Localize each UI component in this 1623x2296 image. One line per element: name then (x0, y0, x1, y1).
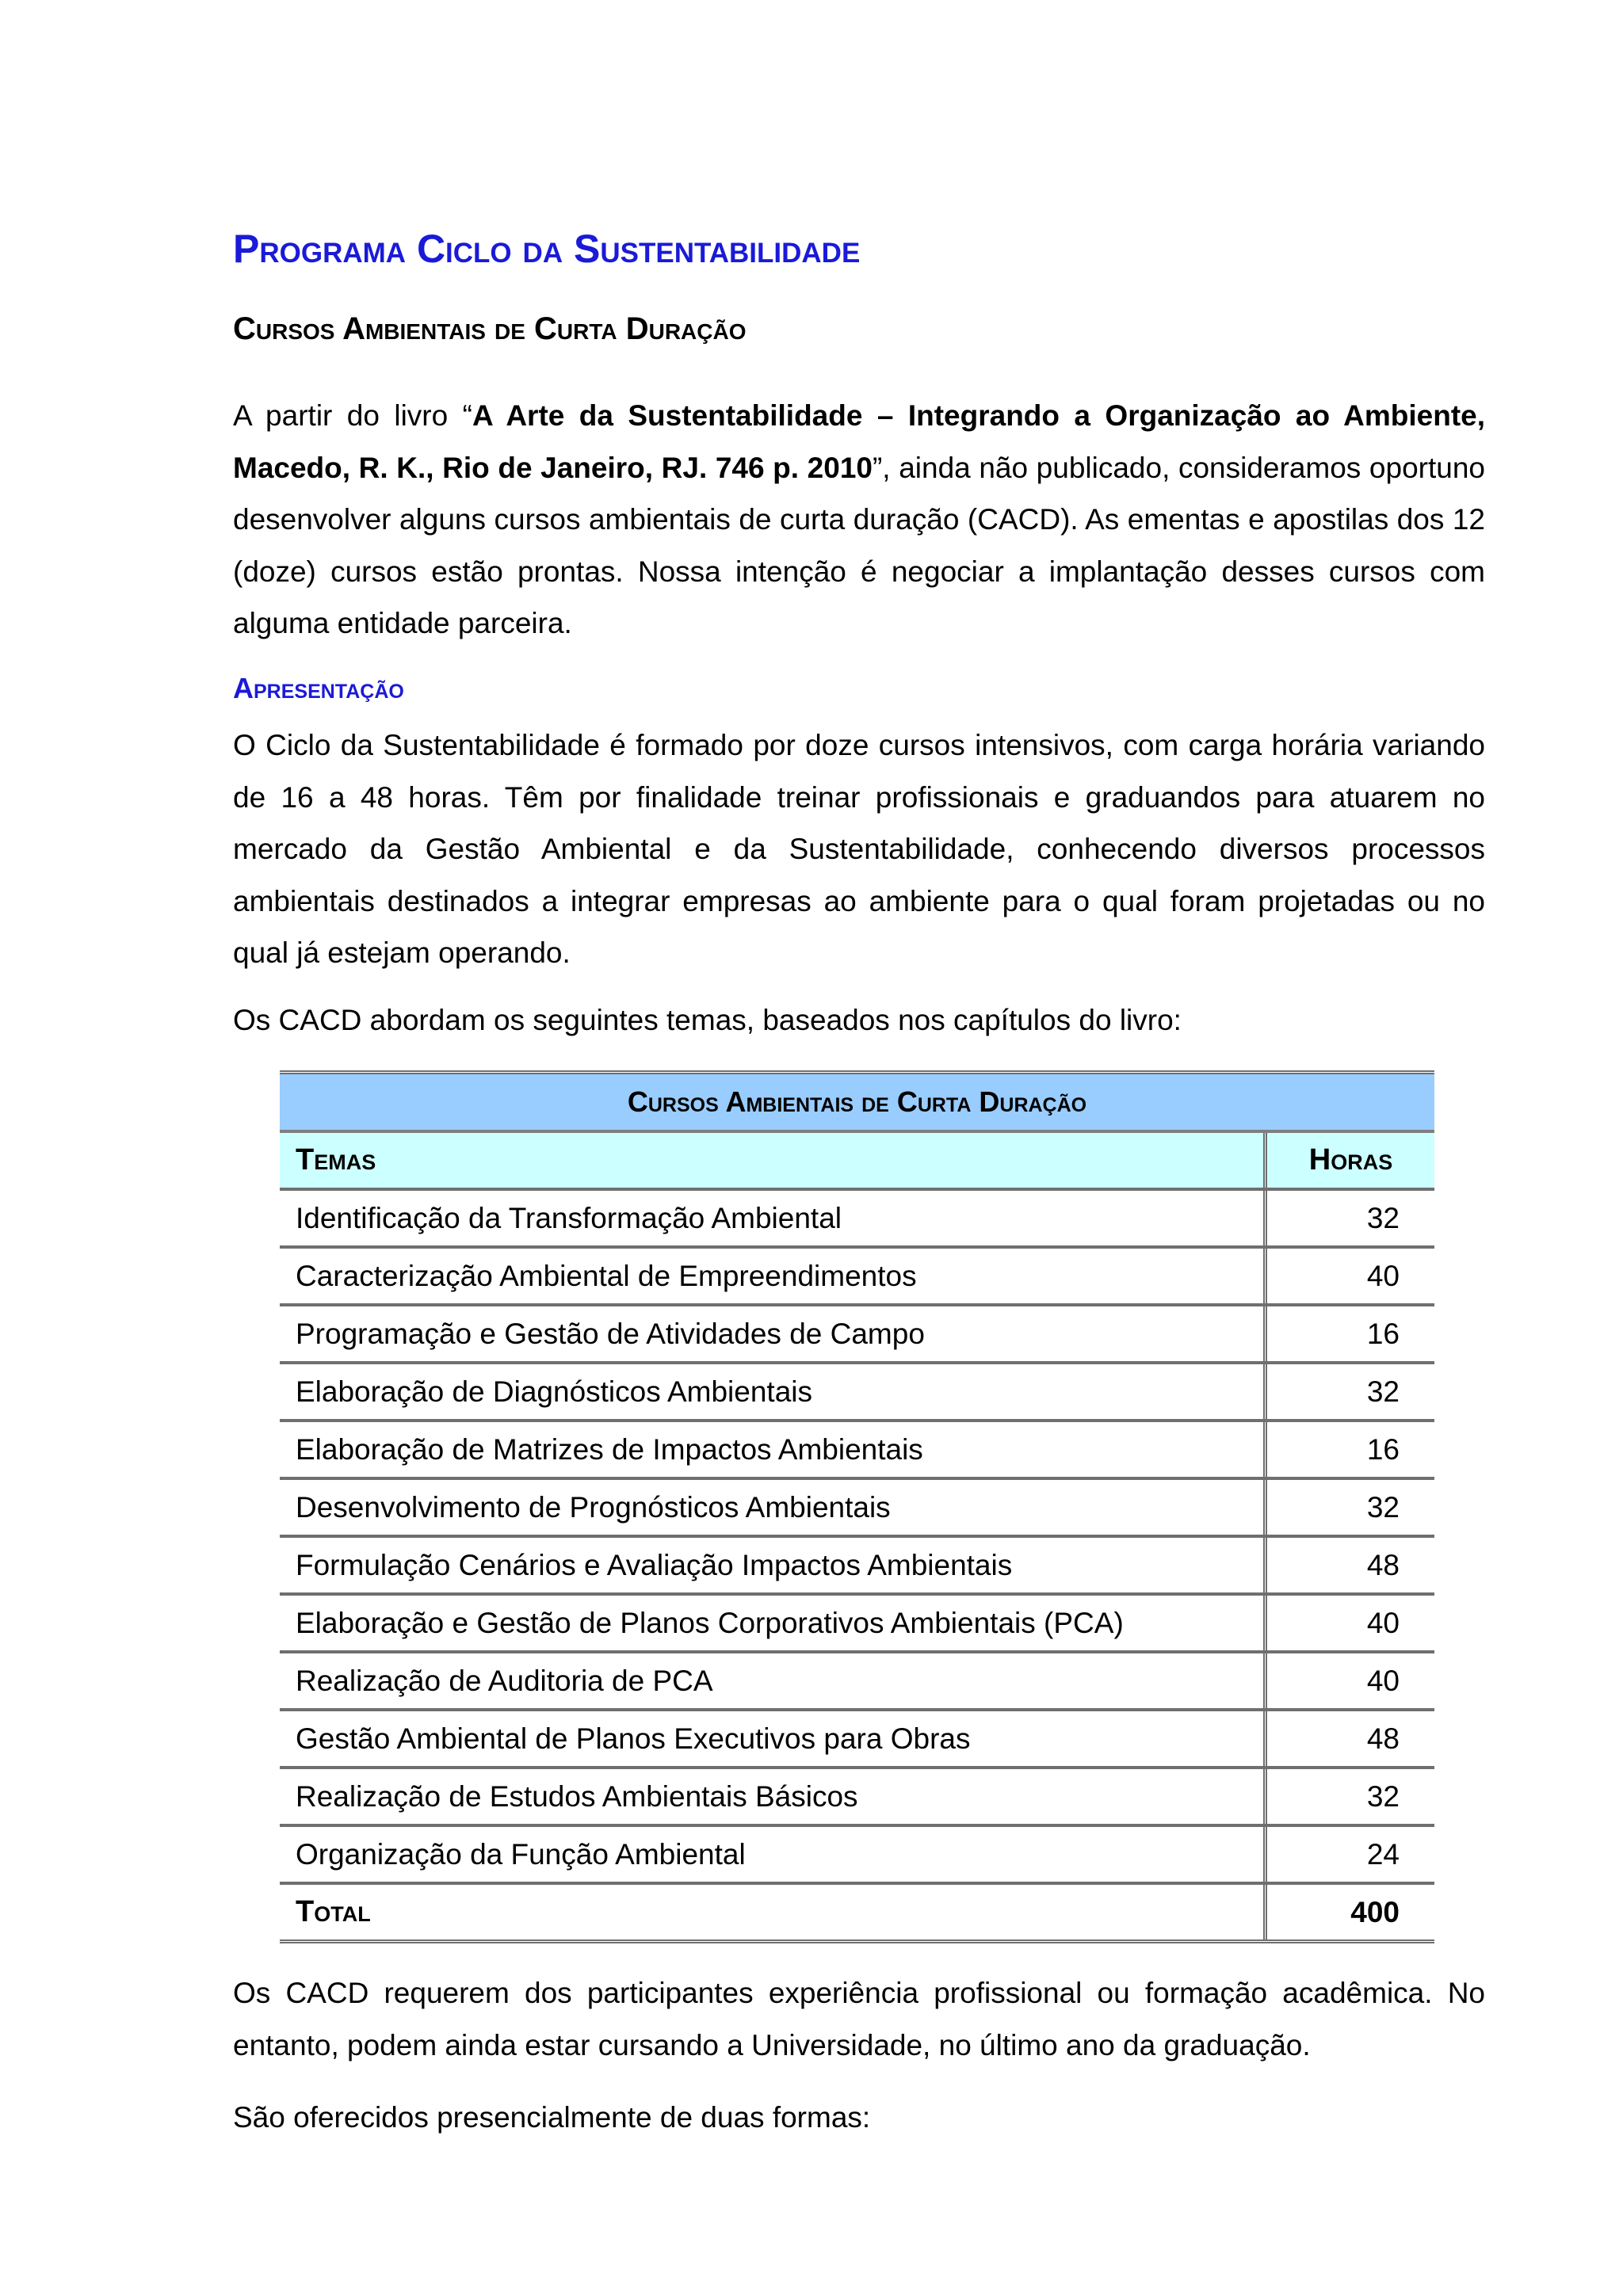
forms-intro: São oferecidos presencialmente de duas formas: (233, 2101, 871, 2134)
intro-paragraph (233, 390, 1485, 650)
total-label: Total (280, 1885, 1267, 1939)
course-theme-cell: Organização da Função Ambiental (280, 1827, 1267, 1882)
course-hours-cell: 32 (1366, 1201, 1400, 1234)
course-theme-cell: Realização de Estudos Ambientais Básicos (280, 1769, 1267, 1824)
table-row (280, 1653, 1434, 1711)
course-theme-cell: Elaboração e Gestão de Planos Corporativos Ambientais (PCA) (280, 1596, 1267, 1650)
course-hours-cell: 32 (1366, 1375, 1400, 1408)
table-row (280, 1769, 1434, 1827)
course-hours-cell: 16 (1366, 1317, 1400, 1350)
table-row (280, 1827, 1434, 1885)
table-row (280, 1422, 1434, 1480)
course-theme-cell: Elaboração de Diagnósticos Ambientais (280, 1364, 1267, 1419)
table-row (280, 1596, 1434, 1653)
course-hours-cell: 24 (1366, 1837, 1400, 1871)
table-row (280, 1249, 1434, 1306)
course-theme-cell: Programação e Gestão de Atividades de Campo (280, 1306, 1267, 1361)
section-heading-apresentacao: Apresentação (233, 672, 404, 704)
table-caption: Cursos Ambientais de Curta Duração (280, 1074, 1434, 1133)
course-hours-cell: 40 (1366, 1259, 1400, 1292)
course-hours-cell: 16 (1366, 1432, 1400, 1466)
table-body (280, 1191, 1434, 1885)
table-row (280, 1711, 1434, 1769)
column-header-temas: Temas (280, 1133, 1267, 1188)
intro-prefix: A partir do livro “ (233, 399, 472, 432)
course-hours-cell: 40 (1366, 1606, 1400, 1639)
table-row (280, 1306, 1434, 1364)
page-subtitle: Cursos Ambientais de Curta Duração (233, 311, 747, 346)
presentation-paragraph: O Ciclo da Sustentabilidade é formado por doze cursos intensivos, com carga horária variando de 16 a 48 horas. Têm por finalidade treinar profissionais e graduandos para atuarem no mercado da Gestão Ambiental e da Sustentabilidade, conhecendo diversos processos ambientais destinados a integrar empresas ao ambiente para o qual foram projetadas ou no qual já estejam operando. (233, 729, 1485, 969)
course-theme-cell: Formulação Cenários e Avaliação Impactos Ambientais (280, 1538, 1267, 1592)
course-hours-cell: 32 (1366, 1490, 1400, 1524)
page-title: Programa Ciclo da Sustentabilidade (233, 227, 861, 271)
course-theme-cell: Gestão Ambiental de Planos Executivos para Obras (280, 1711, 1267, 1766)
total-value: 400 (1350, 1895, 1400, 1928)
course-theme-cell: Identificação da Transformação Ambiental (280, 1191, 1267, 1245)
course-hours-cell: 40 (1366, 1664, 1400, 1697)
course-theme-cell: Desenvolvimento de Prognósticos Ambientais (280, 1480, 1267, 1535)
temas-intro: Os CACD abordam os seguintes temas, baseados nos capítulos do livro: (233, 1004, 1182, 1036)
table-row (280, 1538, 1434, 1596)
requirements-paragraph: Os CACD requerem dos participantes experiência profissional ou formação acadêmica. No entanto, podem ainda estar cursando a Universidade, no último ano da graduação. (233, 1977, 1485, 2061)
table-row (280, 1191, 1434, 1249)
column-header-horas: Horas (1308, 1143, 1393, 1177)
course-theme-cell: Realização de Auditoria de PCA (280, 1653, 1267, 1708)
course-theme-cell: Caracterização Ambiental de Empreendimentos (280, 1249, 1267, 1303)
table-row (280, 1364, 1434, 1422)
table-row (280, 1480, 1434, 1538)
intro-suffix: ”, ainda não publicado, consideramos oportuno desenvolver alguns cursos ambientais de curta duração (CACD). As ementas e apostilas dos 12 (doze) cursos estão prontas. Nossa intenção é negociar a implantação desses cursos com alguma entidade parceira. (233, 451, 1485, 639)
book-reference: A Arte da Sustentabilidade – Integrando a Organização ao Ambiente, Macedo, R. K., Rio de Janeiro, RJ. 746 p. 2010 (233, 399, 1485, 484)
courses-table (280, 1070, 1434, 1943)
course-hours-cell: 32 (1366, 1779, 1400, 1813)
course-hours-cell: 48 (1366, 1722, 1400, 1755)
table-total-row (280, 1885, 1434, 1943)
table-header-row (280, 1133, 1434, 1191)
course-theme-cell: Elaboração de Matrizes de Impactos Ambientais (280, 1422, 1267, 1477)
course-hours-cell: 48 (1366, 1548, 1400, 1581)
